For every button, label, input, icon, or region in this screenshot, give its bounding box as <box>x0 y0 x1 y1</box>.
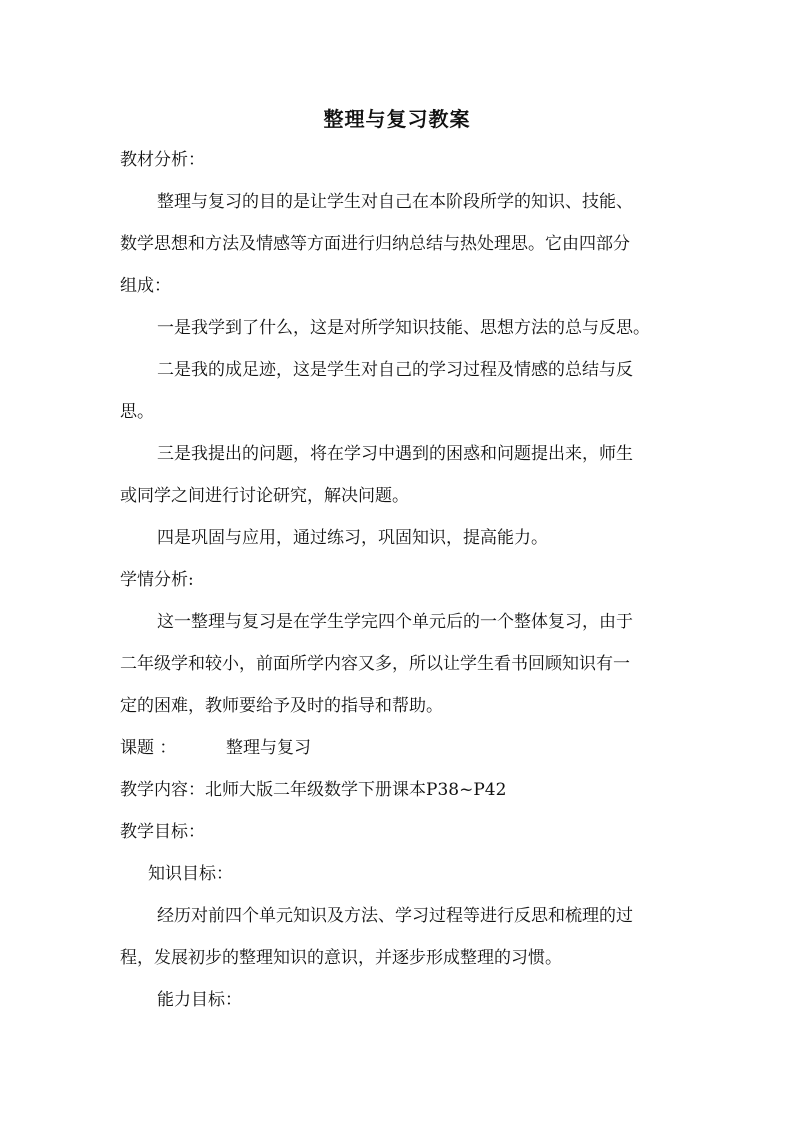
teaching-content-line: 教学内容：北师大版二年级数学下册课本P38~P42 <box>120 780 507 800</box>
section-heading-teaching-goals: 教学目标： <box>120 822 205 842</box>
paragraph-line: 二是我的成足迹，这是学生对自己的学习过程及情感的总结与反 <box>157 360 633 380</box>
paragraph-line: 整理与复习的目的是让学生对自己在本阶段所学的知识、技能、 <box>157 192 633 212</box>
paragraph-line: 组成： <box>120 276 171 296</box>
paragraph-line: 程，发展初步的整理知识的意识，并逐步形成整理的习惯。 <box>120 948 562 968</box>
paragraph-line: 一是我学到了什么，这是对所学知识技能、思想方法的总与反思。 <box>157 318 650 338</box>
paragraph-line: 思。 <box>120 402 154 422</box>
document-title: 整理与复习教案 <box>323 107 471 131</box>
course-title-label: 课题 ： <box>120 738 177 758</box>
paragraph-line: 三是我提出的问题，将在学习中遇到的困惑和问题提出来，师生 <box>157 444 633 464</box>
paragraph-line: 或同学之间进行讨论研究，解决问题。 <box>120 486 409 506</box>
paragraph-line: 经历对前四个单元知识及方法、学习过程等进行反思和梳理的过 <box>157 906 633 926</box>
paragraph-line: 四是巩固与应用，通过练习，巩固知识，提高能力。 <box>157 528 548 548</box>
paragraph-line: 这一整理与复习是在学生学完四个单元后的一个整体复习，由于 <box>157 612 633 632</box>
paragraph-line: 数学思想和方法及情感等方面进行归纳总结与热处理思。它由四部分 <box>120 234 630 254</box>
subheading-knowledge-goals: 知识目标： <box>148 864 233 884</box>
paragraph-line: 定的困难，教师要给予及时的指导和帮助。 <box>120 696 443 716</box>
course-title-value: 整理与复习 <box>226 738 311 758</box>
section-heading-textbook-analysis: 教材分析： <box>120 150 205 170</box>
paragraph-line: 二年级学和较小，前面所学内容又多，所以让学生看书回顾知识有一 <box>120 654 630 674</box>
section-heading-student-analysis: 学情分析: <box>120 570 194 590</box>
subheading-ability-goals: 能力目标： <box>157 990 242 1010</box>
